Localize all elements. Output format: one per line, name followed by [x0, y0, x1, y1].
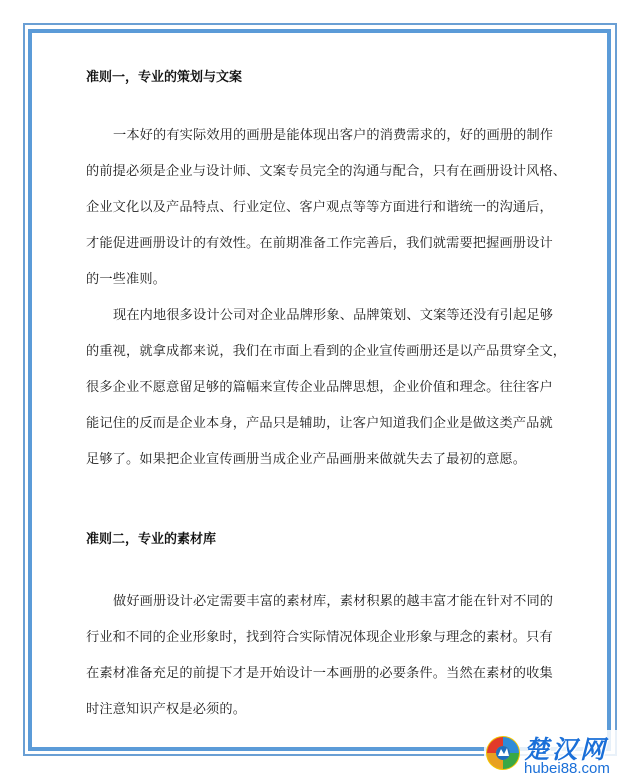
- paragraph-line: 企业文化以及产品特点、行业定位、客户观点等等方面进行和谐统一的沟通后，: [86, 200, 553, 215]
- paragraph-line: 很多企业不愿意留足够的篇幅来宣传企业品牌思想，企业价值和理念。往往客户: [86, 380, 553, 395]
- paragraph-line: 在素材准备充足的前提下才是开始设计一本画册的必要条件。当然在素材的收集: [86, 666, 553, 681]
- watermark-site-name: 楚汉网: [524, 735, 609, 764]
- paragraph-line: 才能促进画册设计的有效性。在前期准备工作完善后，我们就需要把握画册设计: [86, 236, 553, 251]
- section-heading-1: 准则一，专业的策划与文案: [86, 70, 243, 85]
- paragraph-line: 能记住的反而是企业本身，产品只是辅助，让客户知道我们企业是做这类产品就: [86, 416, 553, 431]
- paragraph-line: 的前提必须是企业与设计师、文案专员完全的沟通与配合，只有在画册设计风格、: [86, 164, 567, 179]
- watermark-url: hubei88.com: [524, 760, 610, 777]
- paragraph-line: 现在内地很多设计公司对企业品牌形象、品牌策划、文案等还没有引起足够: [113, 308, 554, 323]
- paragraph-line: 足够了。如果把企业宣传画册当成企业产品画册来做就失去了最初的意愿。: [86, 452, 527, 467]
- section-heading-2: 准则二，专业的素材库: [86, 532, 217, 547]
- watermark-logo: [484, 730, 640, 781]
- paragraph-line: 做好画册设计必定需要丰富的素材库，素材积累的越丰富才能在针对不同的: [113, 594, 554, 609]
- globe-emblem-icon: [484, 734, 522, 772]
- paragraph-line: 的一些准则。: [86, 272, 167, 287]
- paragraph-line: 的重视，就拿成都来说，我们在市面上看到的企业宣传画册还是以产品贯穿全文，: [86, 344, 567, 359]
- paragraph-line: 行业和不同的企业形象时，找到符合实际情况体现企业形象与理念的素材。只有: [86, 630, 553, 645]
- paragraph-line: 一本好的有实际效用的画册是能体现出客户的消费需求的，好的画册的制作: [113, 128, 554, 143]
- paragraph-line: 时注意知识产权是必须的。: [86, 702, 247, 717]
